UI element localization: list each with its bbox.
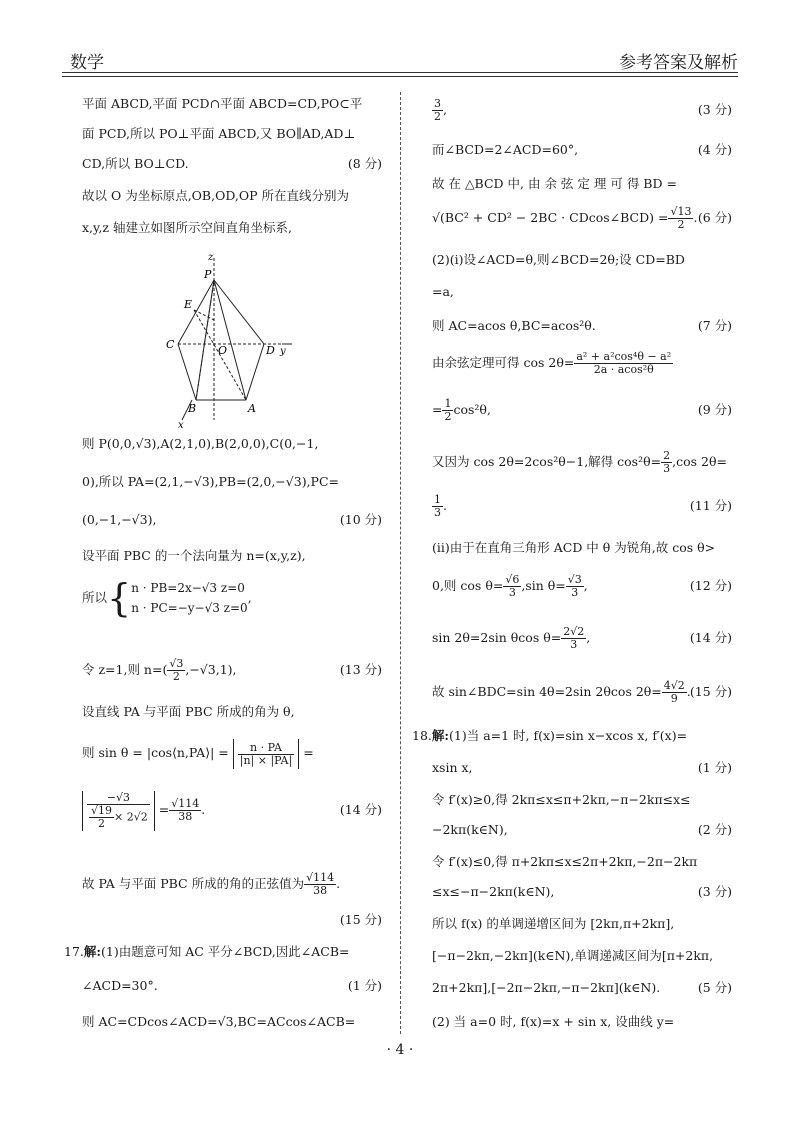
text-line: 而∠BCD=2∠ACD=60°, (4 分)	[432, 142, 732, 157]
text-line: x,y,z 轴建立如图所示空间直角坐标系,	[82, 220, 292, 235]
score: (15 分)	[689, 684, 732, 699]
text-line: = $\frac{1}{2}$ cos²θ, (9 分)	[432, 397, 732, 423]
header-rule-thin	[62, 76, 738, 77]
text-line: 则 AC=CDcos∠ACD=√3,BC=ACcos∠ACB=	[82, 1014, 356, 1029]
text-line: 令 z=1,则 n=( $\frac{√3}{2}$ ,−√3,1), (13 分)	[82, 657, 382, 683]
text-line: 又因为 cos 2θ=2cos²θ−1,解得 cos²θ= $\frac{2}{3}$ ,cos 2θ=	[432, 449, 727, 475]
text-line: CD,所以 BO⊥CD. (8 分)	[82, 156, 382, 171]
point-label: P	[204, 268, 212, 281]
text-line: 设直线 PA 与平面 PBC 所成的角为 θ,	[82, 704, 295, 719]
text-line: 设平面 PBC 的一个法向量为 n=(x,y,z),	[82, 548, 306, 563]
score: (5 分)	[697, 980, 732, 995]
text-line: $\frac{1}{3}$ . (11 分)	[434, 493, 732, 519]
page-header	[62, 38, 738, 72]
text-line: (2) 当 a=0 时, f(x)=x + sin x, 设曲线 y=	[432, 1014, 675, 1029]
text-line: 0),所以 PA=(2,1,−√3),PB=(2,0,−√3),PC=	[82, 474, 340, 489]
text-line: √(BC² + CD² − 2BC · CDcos∠BCD) = $\frac{√13}{2}$ . (6 分)	[432, 205, 732, 231]
score: (3 分)	[697, 884, 732, 899]
equation-system: 所以{ n · PB=2x−√3 z=0 n · PC=−y−√3 z=0 ,	[82, 576, 252, 620]
header-rule	[62, 72, 738, 73]
score: (1 分)	[347, 978, 382, 993]
coordinate-figure	[152, 250, 362, 430]
text-line: 2π+2kπ],[−2π−2kπ,−π−2kπ](k∈N). (5 分)	[432, 980, 732, 995]
point-label: B	[188, 402, 197, 415]
point-label: E	[184, 298, 193, 311]
text-line: 故以 O 为坐标原点,OB,OD,OP 所在直线分别为	[82, 188, 350, 203]
point-label: O	[218, 344, 228, 357]
text-line: 面 PCD,所以 PO⊥平面 ABCD,又 BO∥AD,AD⊥	[82, 126, 356, 141]
text-line: 则 P(0,0,√3),A(2,1,0),B(2,0,0),C(0,−1,	[82, 436, 319, 451]
score: (14 分)	[689, 630, 732, 645]
text-line: ∠ACD=30°. (1 分)	[82, 978, 382, 993]
text-line: 所以 f(x) 的单调递增区间为 [2kπ,π+2kπ],	[432, 916, 675, 931]
score: (2 分)	[697, 822, 732, 837]
text-line: 故 在 △BCD 中, 由 余 弦 定 理 可 得 BD =	[432, 176, 677, 191]
score: (12 分)	[689, 578, 732, 593]
subject-title: 数学	[70, 53, 104, 73]
text-line: 故 PA 与平面 PBC 所成的角的正弦值为 $\frac{√114}{38}$ .	[82, 871, 341, 897]
text-line: −2kπ(k∈N), (2 分)	[432, 822, 732, 837]
score: (9 分)	[697, 402, 732, 417]
text-line: (2)(ⅰ)设∠ACD=θ,则∠BCD=2θ;设 CD=BD	[432, 252, 685, 267]
column-divider	[400, 92, 401, 1034]
axis-label: y	[280, 346, 286, 357]
score: (3 分)	[697, 102, 732, 117]
score: (14 分)	[339, 802, 382, 817]
text-line: 故 sin∠BDC=sin 4θ=2sin 2θcos 2θ= $\frac{4√2}{9}$ . (15 分)	[432, 679, 732, 705]
score: (11 分)	[689, 498, 732, 513]
text-line: sin 2θ=2sin θcos θ= $\frac{2√2}{3}$ , (14 分)	[432, 625, 732, 651]
score: (4 分)	[697, 142, 732, 157]
problem-18-heading: 18.解:(1)当 a=1 时, f(x)=sin x−xcos x, f′(x)=	[412, 728, 688, 743]
text-line: 0,则 cos θ= $\frac{√6}{3}$ ,sin θ= $\frac{√3}{3}$ , (12 分)	[432, 573, 732, 599]
score: (7 分)	[697, 318, 732, 333]
score: (8 分)	[347, 156, 382, 171]
problem-17-heading: 17.解:(1)由题意可知 AC 平分∠BCD,因此∠ACB=	[64, 944, 350, 959]
text-line: 令 f′(x)≤0,得 π+2kπ≤x≤2π+2kπ,−2π−2kπ	[432, 854, 698, 869]
text-line: ≤x≤−π−2kπ(k∈N), (3 分)	[432, 884, 732, 899]
page-number: · 4 ·	[386, 1042, 414, 1058]
text-line: $\frac{3}{2}$ , (3 分)	[434, 97, 732, 123]
point-label: C	[166, 338, 175, 351]
axis-label: z	[208, 252, 214, 263]
score: (1 分)	[697, 760, 732, 775]
point-label: A	[248, 402, 256, 415]
text-line: 则 sin θ = |cos⟨n,PA⟩| = $\frac{n \cdot PA}{|n| \times |PA|}$ =	[82, 740, 314, 767]
text-line: 令 f′(x)≥0,得 2kπ≤x≤π+2kπ,−π−2kπ≤x≤	[432, 792, 691, 807]
text-line: 则 AC=acos θ,BC=acos²θ. (7 分)	[432, 318, 732, 333]
score: (10 分)	[339, 512, 382, 527]
text-line: =a,	[432, 284, 454, 299]
text-line: [−π−2kπ,−2kπ](k∈N),单调递减区间为[π+2kπ,	[432, 948, 714, 963]
text-line: 平面 ABCD,平面 PCD∩平面 ABCD=CD,PO⊂平	[82, 96, 363, 111]
score: (15 分)	[339, 912, 382, 927]
text-line: xsin x, (1 分)	[432, 760, 732, 775]
text-line: −√3 $\frac{√19}{2}$ × 2√2 = $\frac{√114}{38}$ . (14 分)	[82, 790, 382, 831]
score: (13 分)	[339, 662, 382, 677]
axis-label: x	[178, 420, 184, 430]
score: (6 分)	[697, 210, 732, 225]
text-line: (ⅱ)由于在直角三角形 ACD 中 θ 为锐角,故 cos θ>	[432, 540, 716, 555]
point-label: D	[266, 344, 275, 357]
section-title: 参考答案及解析	[619, 53, 738, 73]
text-line: (0,−1,−√3), (10 分)	[82, 512, 382, 527]
text-line: 由余弦定理可得 cos 2θ= $\frac{\text{a² + a²cos⁴θ − a²}}{\text{2a · acos²θ}}$	[432, 350, 672, 376]
